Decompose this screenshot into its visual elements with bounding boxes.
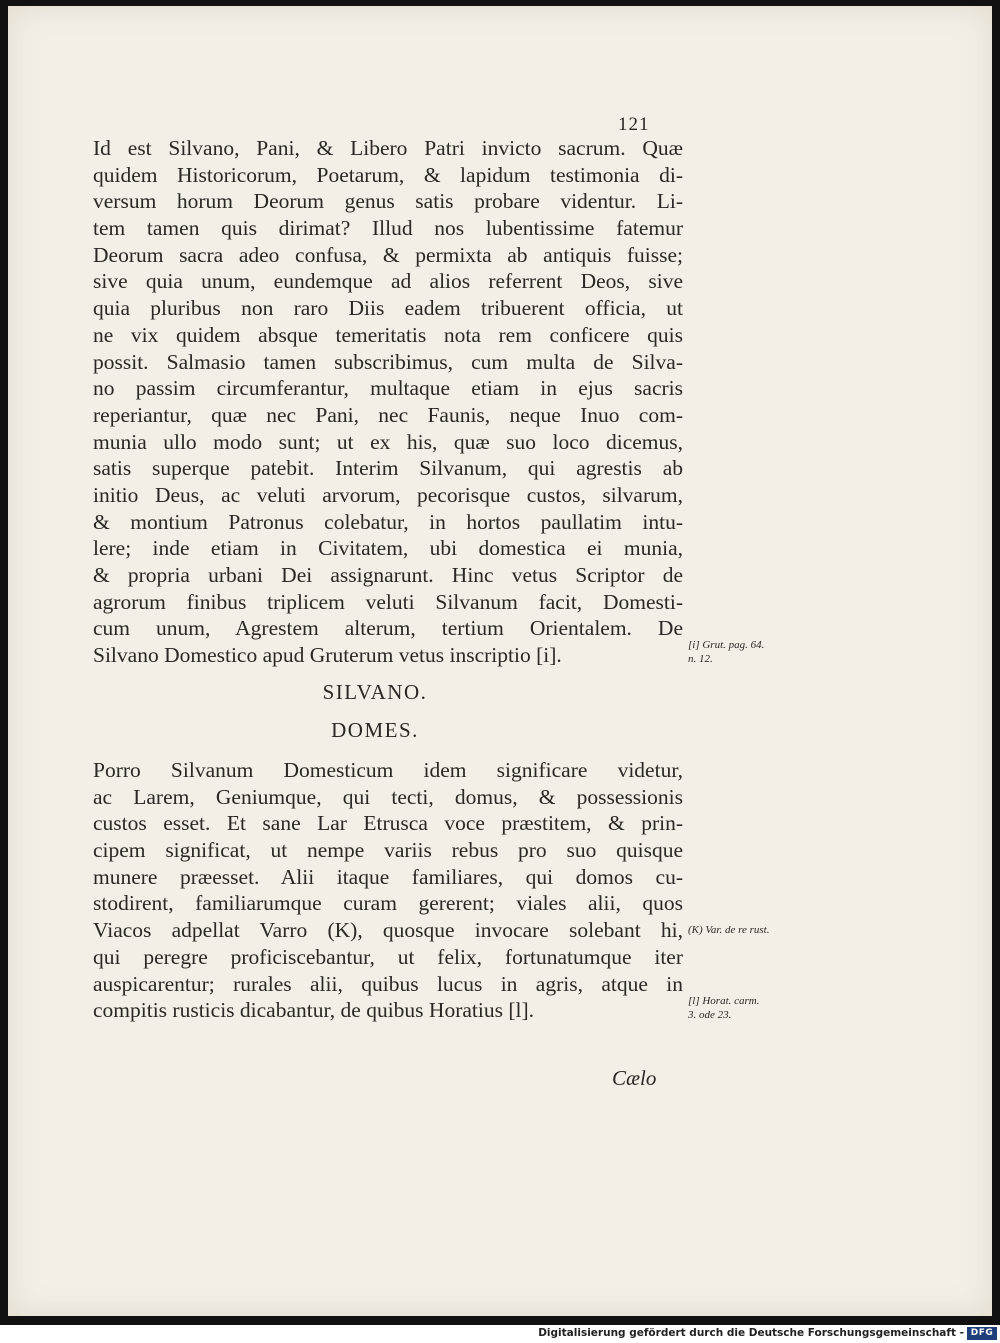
text-block-1-line: ne vix quidem absque temeritatis nota rem conficere quis [93, 322, 683, 347]
text-block-1-line: lere; inde etiam in Civitatem, ubi domestica ei munia, [93, 536, 683, 561]
inscription-line-2: DOMES. [331, 718, 419, 742]
text-block-2-line: compitis rusticis dicabantur, de quibus Horatius [l]. [93, 998, 535, 1023]
text-block-1-line: cum unum, Agrestem alterum, tertium Orientalem. De [93, 616, 683, 641]
text-block-1-line: & montium Patronus colebatur, in hortos paullatim intu- [93, 509, 683, 534]
margin-note-2: (K) Var. de re rust. [688, 924, 770, 936]
funding-text: Digitalisierung gefördert durch die Deutsche Forschungsgemeinschaft - [538, 1327, 964, 1339]
text-block-2-line: Porro Silvanum Domesticum idem significare videtur, [93, 758, 683, 782]
text-block-1-line: initio Deus, ac veluti arvorum, pecorisque custos, silvarum, [93, 482, 683, 507]
margin-note-1-line-1: [i] Grut. pag. 64. [688, 639, 765, 651]
margin-note-3-line-1: [l] Horat. carm. [688, 995, 760, 1007]
margin-note-1 [688, 638, 764, 666]
text-block-2-line: cipem significat, ut nempe variis rebus pro suo quisque [93, 838, 683, 863]
text-block-1-line: Id est Silvano, Pani, & Libero Patri invicto sacrum. Quæ [93, 136, 683, 160]
text-block-2-line: munere præesset. Alii itaque familiares, qui domos cu- [93, 864, 683, 889]
text-block-1-line: tem tamen quis dirimat? Illud nos lubentissime fatemur [93, 216, 683, 241]
catchword: Cælo [612, 1066, 657, 1090]
text-block-1-line: versum horum Deorum genus satis probare videntur. Li- [93, 189, 683, 214]
text-block-1-line: no passim circumferantur, multaque etiam in ejus sacris [93, 376, 683, 401]
text-block-1-line: satis superque patebit. Interim Silvanum, qui agrestis ab [93, 456, 683, 481]
margin-note-1-line-2: n. 12. [688, 653, 713, 665]
text-block-1-line: agrorum finibus triplicem veluti Silvanum facit, Domesti- [93, 589, 683, 614]
text-block-1-line: possit. Salmasio tamen subscribimus, cum multa de Silva- [93, 349, 683, 374]
text-block-1 [93, 135, 683, 669]
text-block-1-line: Silvano Domestico apud Gruterum vetus inscriptio [i]. [93, 643, 562, 668]
margin-note-3-line-2: 3. ode 23. [688, 1009, 732, 1021]
text-block-1-line: sive quia unum, eundemque ad alios referrent Deos, sive [93, 269, 683, 294]
text-block-2-line: stodirent, familiarumque curam gererent; viales alii, quos [93, 891, 683, 916]
text-block-1-line: reperiantur, quæ nec Pani, nec Faunis, neque Inuo com- [93, 402, 683, 427]
text-block-1-line: munia ullo modo sunt; ut ex his, quæ suo loco dicemus, [93, 429, 683, 454]
text-block-2-line: custos esset. Et sane Lar Etrusca voce præstitem, & prin- [93, 811, 683, 836]
text-block-1-line: quidem Historicorum, Poetarum, & lapidum testimonia di- [93, 162, 683, 187]
text-block-2-line: ac Larem, Geniumque, qui tecti, domus, & possessionis [93, 784, 683, 809]
page-number: 121 [618, 114, 650, 135]
inscription-line-1: SILVANO. [322, 680, 428, 704]
text-block-1-line: quia pluribus non raro Diis eadem tribuerent officia, ut [93, 296, 683, 321]
text-block-1-line: & propria urbani Dei assignarunt. Hinc vetus Scriptor de [93, 563, 683, 587]
dfg-logo: DFG [967, 1327, 997, 1340]
text-block-2-line: qui peregre proficiscebantur, ut felix, fortunatumque iter [93, 944, 683, 969]
text-block-1-line: Deorum sacra adeo confusa, & permixta ab antiquis fuisse; [93, 242, 683, 267]
text-block-2-line: auspicarentur; rurales alii, quibus lucus in agris, atque in [93, 971, 683, 996]
text-block-2 [93, 757, 683, 1024]
footer-bar [0, 1325, 1000, 1343]
margin-note-3 [688, 994, 760, 1022]
text-block-2-line: Viacos adpellat Varro (K), quosque invocare solebant hi, [93, 918, 683, 943]
